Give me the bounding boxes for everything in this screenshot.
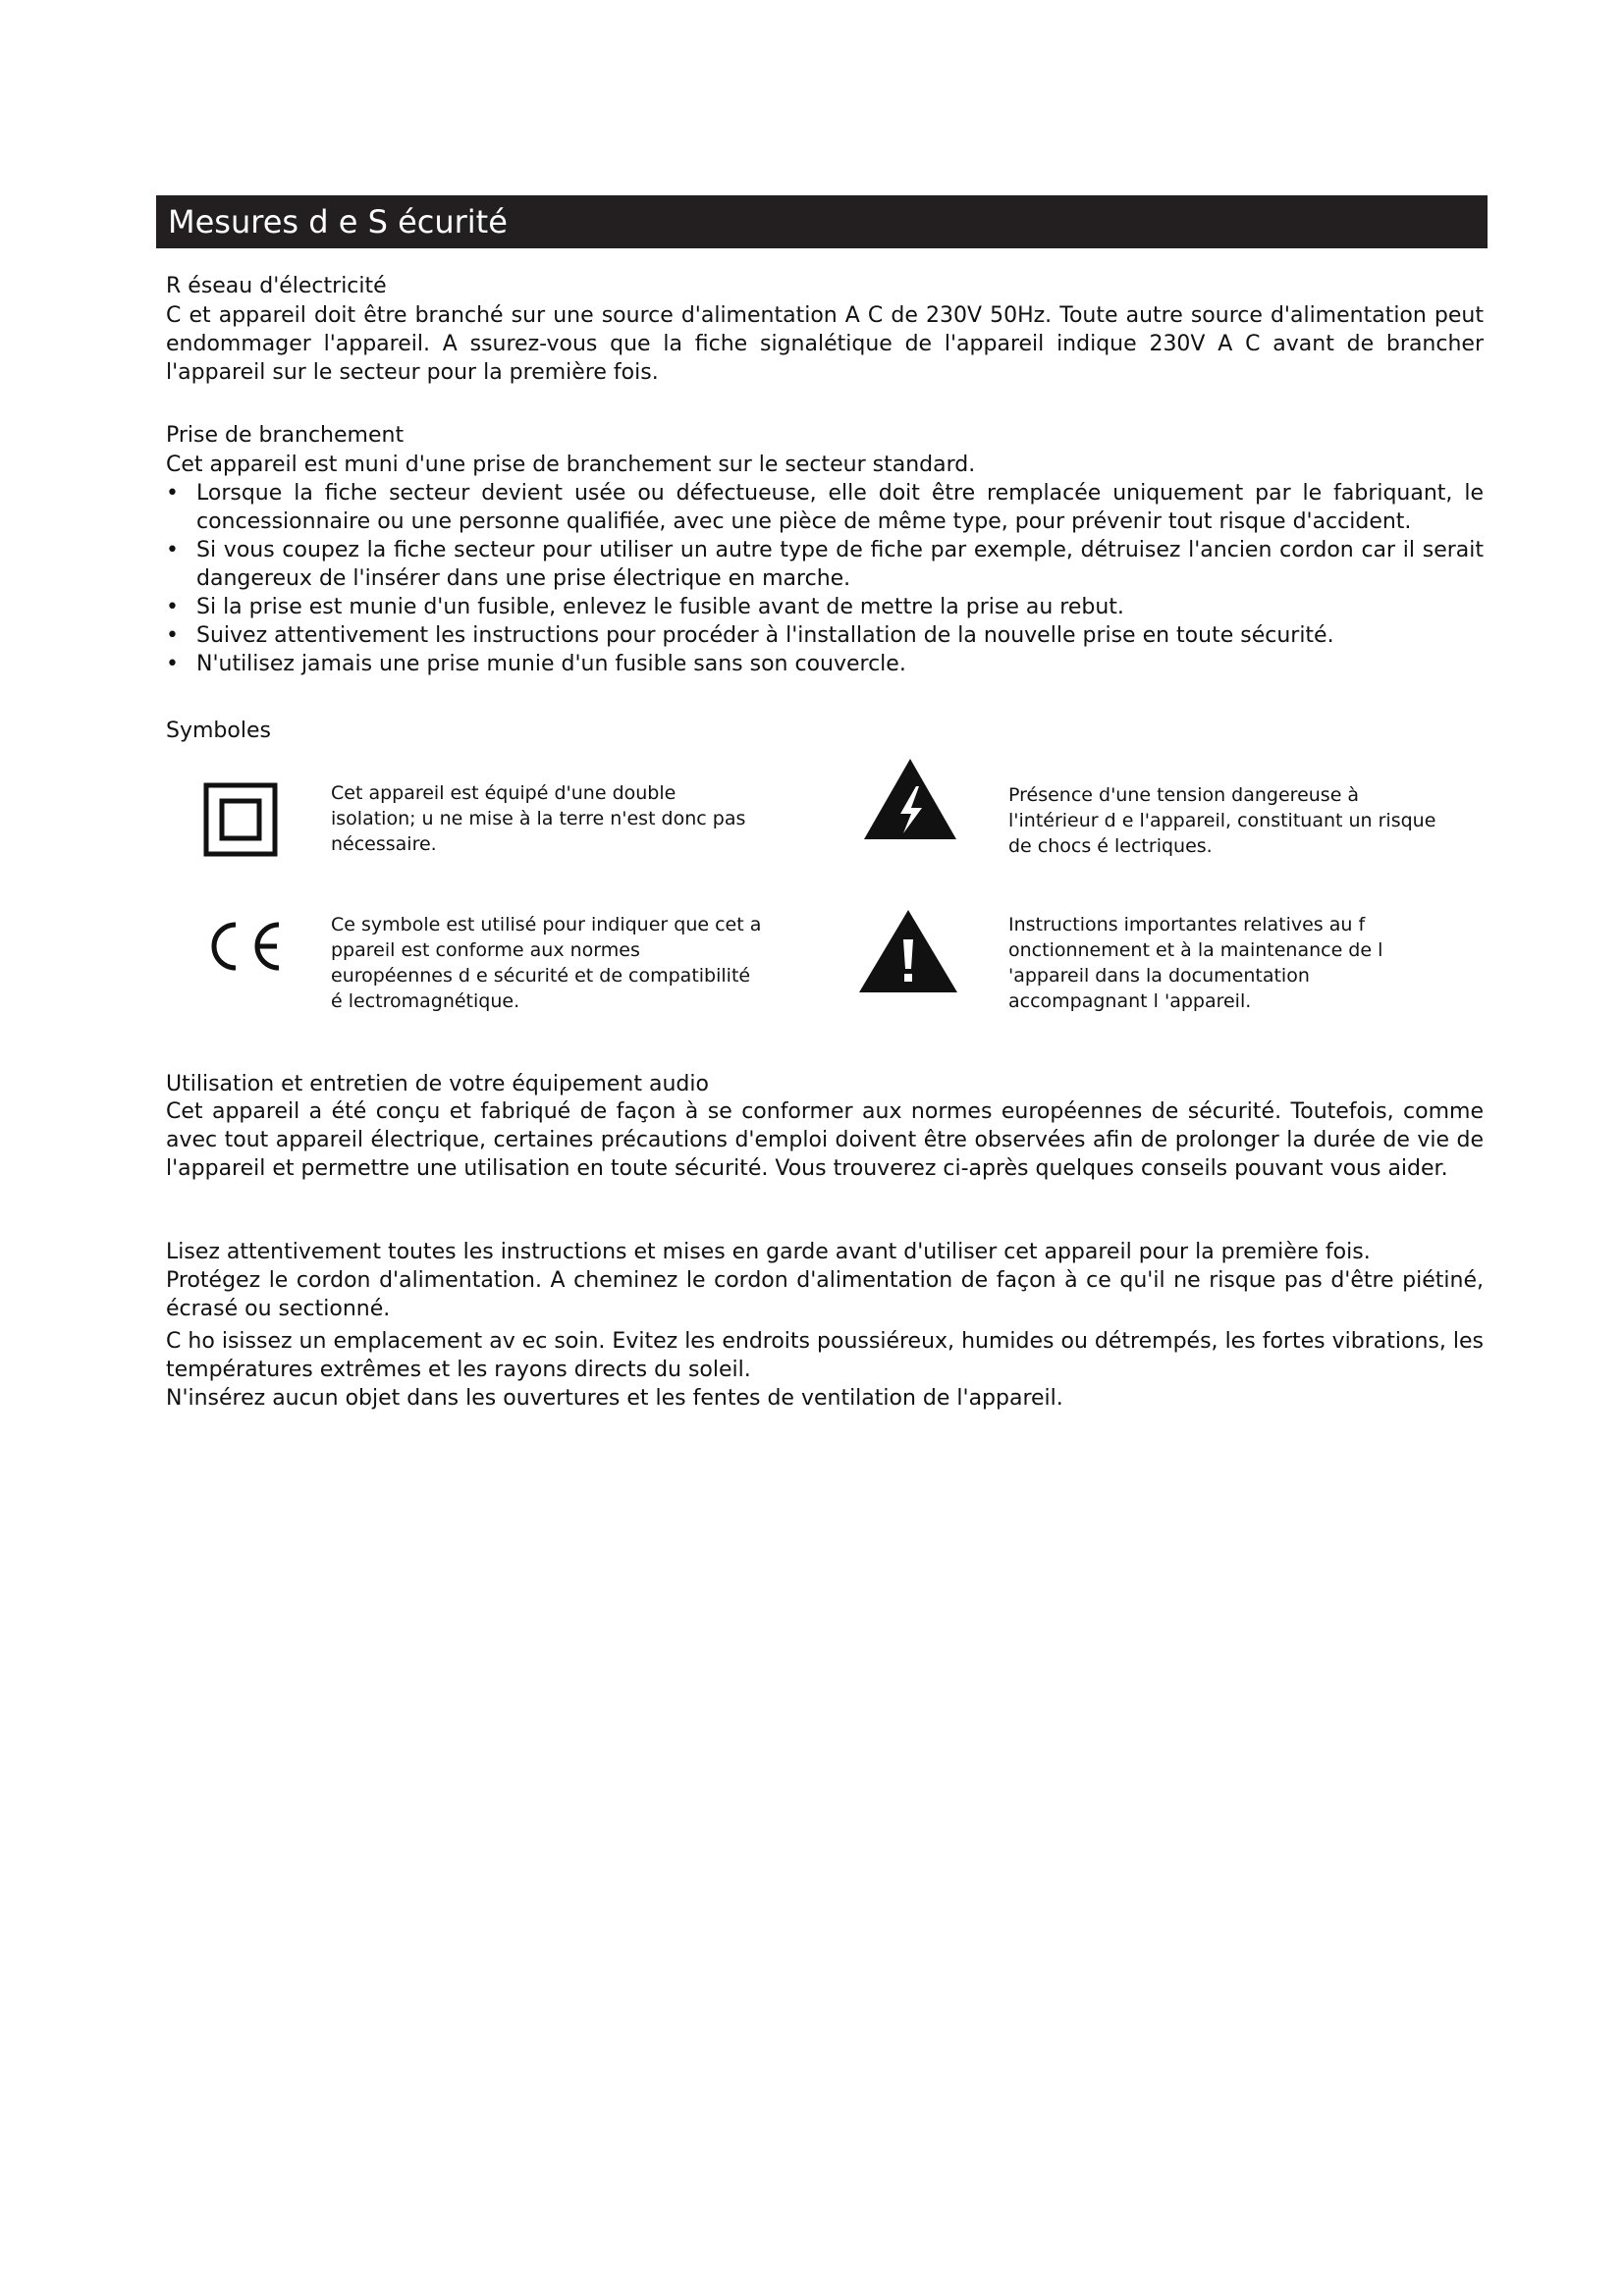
prise-intro: Cet appareil est muni d'une prise de branchement sur le secteur standard. <box>166 453 976 477</box>
utilisation-item-protegez: Protégez le cordon d'alimentation. A cheminez le cordon d'alimentation de façon à ce qu'il ne risque pas d'être piétiné, écrasé ou sectionné. <box>166 1268 1484 1321</box>
bullet-item: • N'utilisez jamais une prise munie d'un fusible sans son couvercle. <box>166 650 1484 678</box>
section-heading-symboles: Symboles <box>166 719 271 743</box>
section-heading-prise: Prise de branchement <box>166 423 405 448</box>
prise-bullet-list <box>166 479 1484 678</box>
symbol-text-lightning: Présence d'une tension dangereuse à l'intérieur d e l'appareil, constituant un risque de chocs é lectriques. <box>1008 784 1436 857</box>
utilisation-item-inserez: N'insérez aucun objet dans les ouvertures et les fentes de ventilation de l'appareil. <box>166 1386 1063 1411</box>
symbol-text-double-insulation: Cet appareil est équipé d'une double isolation; u ne mise à la terre n'est donc pas nécessaire. <box>331 782 746 855</box>
utilisation-item-choisissez: C ho isissez un emplacement av ec soin. Evitez les endroits poussiéreux, humides ou détrempés, les fortes vibrations, les températures extrêmes et les rayons directs du soleil. <box>166 1329 1484 1382</box>
bullet-item: • Si la prise est munie d'un fusible, enlevez le fusible avant de mettre la prise au rebut. <box>166 593 1484 621</box>
bullet-item: • Si vous coupez la fiche secteur pour utiliser un autre type de fiche par exemple, détruisez l'ancien cordon car il serait dangereux de l'insérer dans une prise électrique en marche. <box>166 536 1484 593</box>
lightning-warning-icon <box>862 757 958 841</box>
utilisation-item-lisez: Lisez attentivement toutes les instructions et mises en garde avant d'utiliser cet appareil pour la première fois. <box>166 1240 1371 1264</box>
page-title: Mesures d e S écurité <box>156 195 1488 248</box>
ce-mark-icon <box>200 917 283 976</box>
bullet-item: • Lorsque la fiche secteur devient usée ou défectueuse, elle doit être remplacée uniquement par le fabriquant, le concessionnaire ou une personne qualifiée, avec une pièce de même type, pour prévenir tout risque d'accident. <box>166 479 1484 536</box>
section-heading-utilisation: Utilisation et entretien de votre équipement audio <box>166 1072 709 1096</box>
section-heading-reseau: R éseau d'électricité <box>166 274 387 298</box>
double-insulation-icon <box>203 782 278 857</box>
exclamation-warning-icon <box>857 908 959 994</box>
reseau-paragraph: C et appareil doit être branché sur une source d'alimentation A C de 230V 50Hz. Toute autre source d'alimentation peut endommager l'appareil. A ssurez-vous que la fiche signalétique de l'appareil indique 230V A C avant de brancher l'appareil sur le secteur pour la première fois. <box>166 303 1484 385</box>
symbol-text-exclamation: Instructions importantes relatives au f onctionnement et à la maintenance de l 'appareil dans la documentation accompagnant l 'appareil. <box>1008 914 1383 1012</box>
bullet-item: • Suivez attentivement les instructions pour procéder à l'installation de la nouvelle prise en toute sécurité. <box>166 621 1484 650</box>
utilisation-paragraph: Cet appareil a été conçu et fabriqué de façon à se conformer aux normes européennes de sécurité. Toutefois, comme avec tout appareil électrique, certaines précautions d'emploi doivent être observées afin de prolonger la durée de vie de l'appareil et permettre une utilisation en toute sécurité. Vous trouverez ci-après quelques conseils pouvant vous aider. <box>166 1099 1484 1181</box>
symbol-text-ce-mark: Ce symbole est utilisé pour indiquer que cet a ppareil est conforme aux normes européennes d e sécurité et de compatibilité é lectromagnétique. <box>331 914 762 1012</box>
